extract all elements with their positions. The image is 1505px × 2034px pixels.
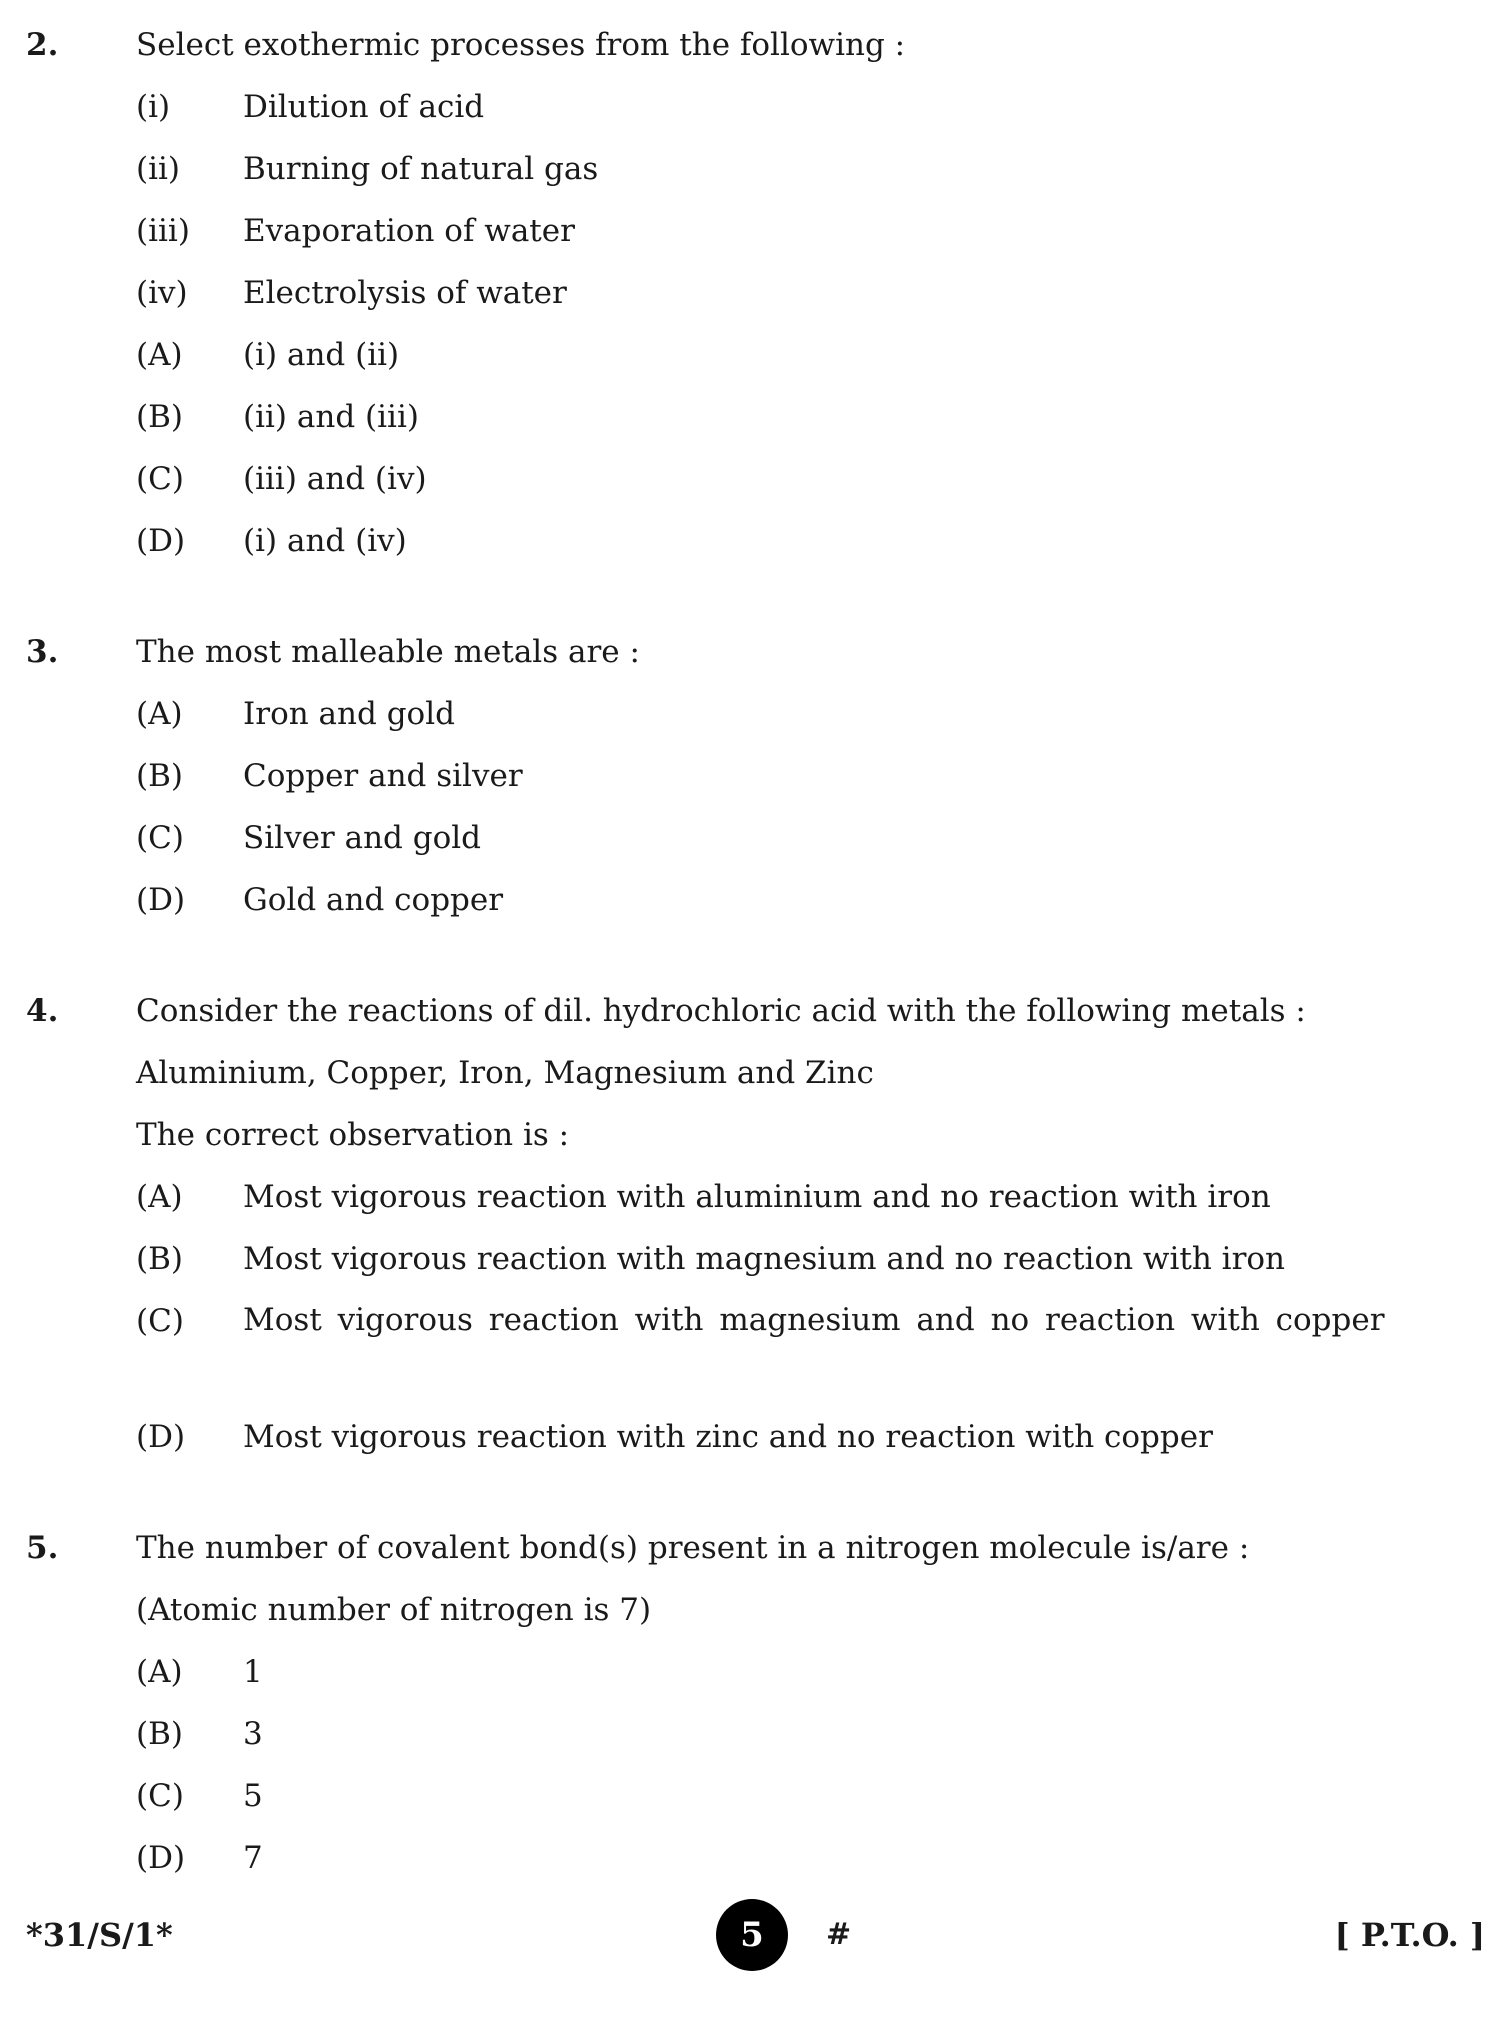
option-label: (A) [136,696,183,732]
option-label: (B) [136,1716,183,1752]
answer-option [0,745,1505,807]
option-label: (D) [136,523,186,559]
question-number: 3. [26,634,59,670]
option-label: (B) [136,399,183,435]
question-list [0,14,1505,1938]
answer-option [0,1290,1505,1406]
statement-text: Burning of natural gas [243,151,599,187]
question-stem-line [0,1042,1505,1104]
question-2 [0,14,1505,572]
question-stem-text: Consider the reactions of dil. hydrochloric acid with the following metals : [136,993,1306,1029]
option-text: Most vigorous reaction with aluminium and no reaction with iron [243,1179,1271,1215]
question-stem-line [0,1104,1505,1166]
option-label: (C) [136,820,184,856]
answer-option [0,1765,1505,1827]
option-text: Iron and gold [243,696,455,732]
answer-option [0,683,1505,745]
question-stem-line [0,621,1505,683]
statement-text: Dilution of acid [243,89,485,125]
option-label: (A) [136,337,183,373]
option-label: (C) [136,1778,184,1814]
page-number-badge: 5 [716,1899,788,1971]
statement-label: (ii) [136,151,181,187]
question-number: 5. [26,1530,59,1566]
question-3 [0,621,1505,931]
question-stem-line [0,980,1505,1042]
statement-label: (i) [136,89,171,125]
answer-option [0,1228,1505,1290]
answer-option [0,324,1505,386]
option-text: (ii) and (iii) [243,399,419,435]
answer-option [0,1406,1505,1468]
option-text: 3 [243,1716,263,1752]
option-label: (D) [136,1840,186,1876]
option-label: (D) [136,882,186,918]
option-text: Most vigorous reaction with zinc and no reaction with copper [243,1419,1213,1455]
question-stem-line [0,1579,1505,1641]
answer-option [0,1827,1505,1889]
hash-mark: # [826,1917,852,1952]
option-text: Copper and silver [243,758,523,794]
statement-item [0,138,1505,200]
page-footer [0,1899,1505,1971]
answer-option [0,1703,1505,1765]
answer-option [0,386,1505,448]
question-stem-line [0,14,1505,76]
option-text: Most vigorous reaction with magnesium and no reaction with copper [243,1302,1385,1338]
option-label: (C) [136,461,184,497]
statement-label: (iv) [136,275,188,311]
option-text: (iii) and (iv) [243,461,427,497]
option-text: Most vigorous reaction with magnesium and no reaction with iron [243,1241,1286,1277]
question-stem-text: (Atomic number of nitrogen is 7) [136,1592,652,1628]
question-stem-text: Select exothermic processes from the following : [136,27,906,63]
answer-option [0,510,1505,572]
answer-option [0,1166,1505,1228]
answer-option [0,1641,1505,1703]
option-label: (B) [136,1241,183,1277]
answer-option [0,448,1505,510]
option-text: 1 [243,1654,263,1690]
statement-item [0,76,1505,138]
statement-text: Evaporation of water [243,213,575,249]
option-label: (B) [136,758,183,794]
option-text: (i) and (iv) [243,523,407,559]
question-stem-text: The correct observation is : [136,1117,570,1153]
question-number: 4. [26,993,59,1029]
answer-option [0,807,1505,869]
question-stem-text: The most malleable metals are : [136,634,640,670]
please-turn-over: [ P.T.O. ] [1334,1916,1485,1954]
option-text: Gold and copper [243,882,504,918]
option-text: Silver and gold [243,820,482,856]
option-label: (C) [136,1303,184,1339]
question-number: 2. [26,27,59,63]
question-stem-text: Aluminium, Copper, Iron, Magnesium and Zinc [136,1055,874,1091]
option-label: (A) [136,1179,183,1215]
question-stem-text: The number of covalent bond(s) present in a nitrogen molecule is/are : [136,1530,1250,1566]
question-5 [0,1517,1505,1889]
option-text: 5 [243,1778,263,1814]
answer-option [0,869,1505,931]
option-text: 7 [243,1840,263,1876]
statement-text: Electrolysis of water [243,275,567,311]
statement-item [0,262,1505,324]
option-text: (i) and (ii) [243,337,400,373]
paper-code: *31/S/1* [26,1916,173,1954]
option-label: (D) [136,1419,186,1455]
statement-item [0,200,1505,262]
question-stem-line [0,1517,1505,1579]
option-label: (A) [136,1654,183,1690]
statement-label: (iii) [136,213,190,249]
question-4 [0,980,1505,1468]
